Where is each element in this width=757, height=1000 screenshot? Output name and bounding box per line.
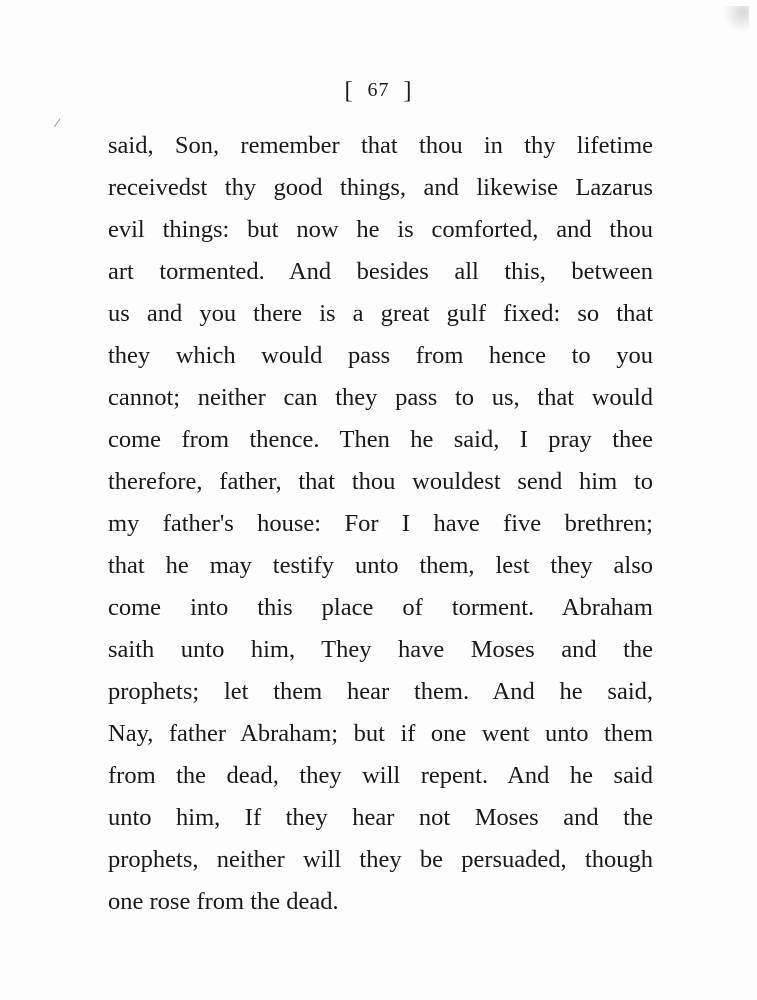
body-text [108, 125, 653, 923]
text-line: therefore, father, that thou wouldest send him to [108, 468, 653, 495]
text-line: one rose from the dead. [108, 888, 339, 915]
folio-right-bracket: ] [403, 78, 413, 104]
folio-number: 67 [367, 79, 390, 101]
text-line: saith unto him, They have Moses and the [108, 636, 653, 663]
text-line: they which would pass from hence to you [108, 342, 653, 369]
text-line: unto him, If they hear not Moses and the [108, 804, 653, 831]
margin-mark [54, 118, 67, 131]
text-line: come from thence. Then he said, I pray thee [108, 426, 653, 453]
text-line: receivedst thy good things, and likewise Lazarus [108, 174, 653, 201]
text-line: my father's house: For I have five brethren; [108, 510, 653, 537]
page-speck [719, 6, 749, 36]
text-line: evil things: but now he is comforted, and thou [108, 216, 653, 243]
text-line: prophets, neither will they be persuaded, though [108, 846, 653, 873]
text-line: from the dead, they will repent. And he said [108, 762, 653, 789]
text-line: Nay, father Abraham; but if one went unto them [108, 720, 653, 747]
page-number [0, 76, 757, 103]
text-line: prophets; let them hear them. And he said, [108, 678, 653, 705]
text-line: that he may testify unto them, lest they also [108, 552, 653, 579]
text-line: cannot; neither can they pass to us, that would [108, 384, 653, 411]
text-line: come into this place of torment. Abraham [108, 594, 653, 621]
text-line: art tormented. And besides all this, between [108, 258, 653, 285]
folio-left-bracket: [ [344, 78, 354, 104]
text-line: us and you there is a great gulf fixed: so that [108, 300, 653, 327]
text-line: said, Son, remember that thou in thy lifetime [108, 132, 653, 159]
